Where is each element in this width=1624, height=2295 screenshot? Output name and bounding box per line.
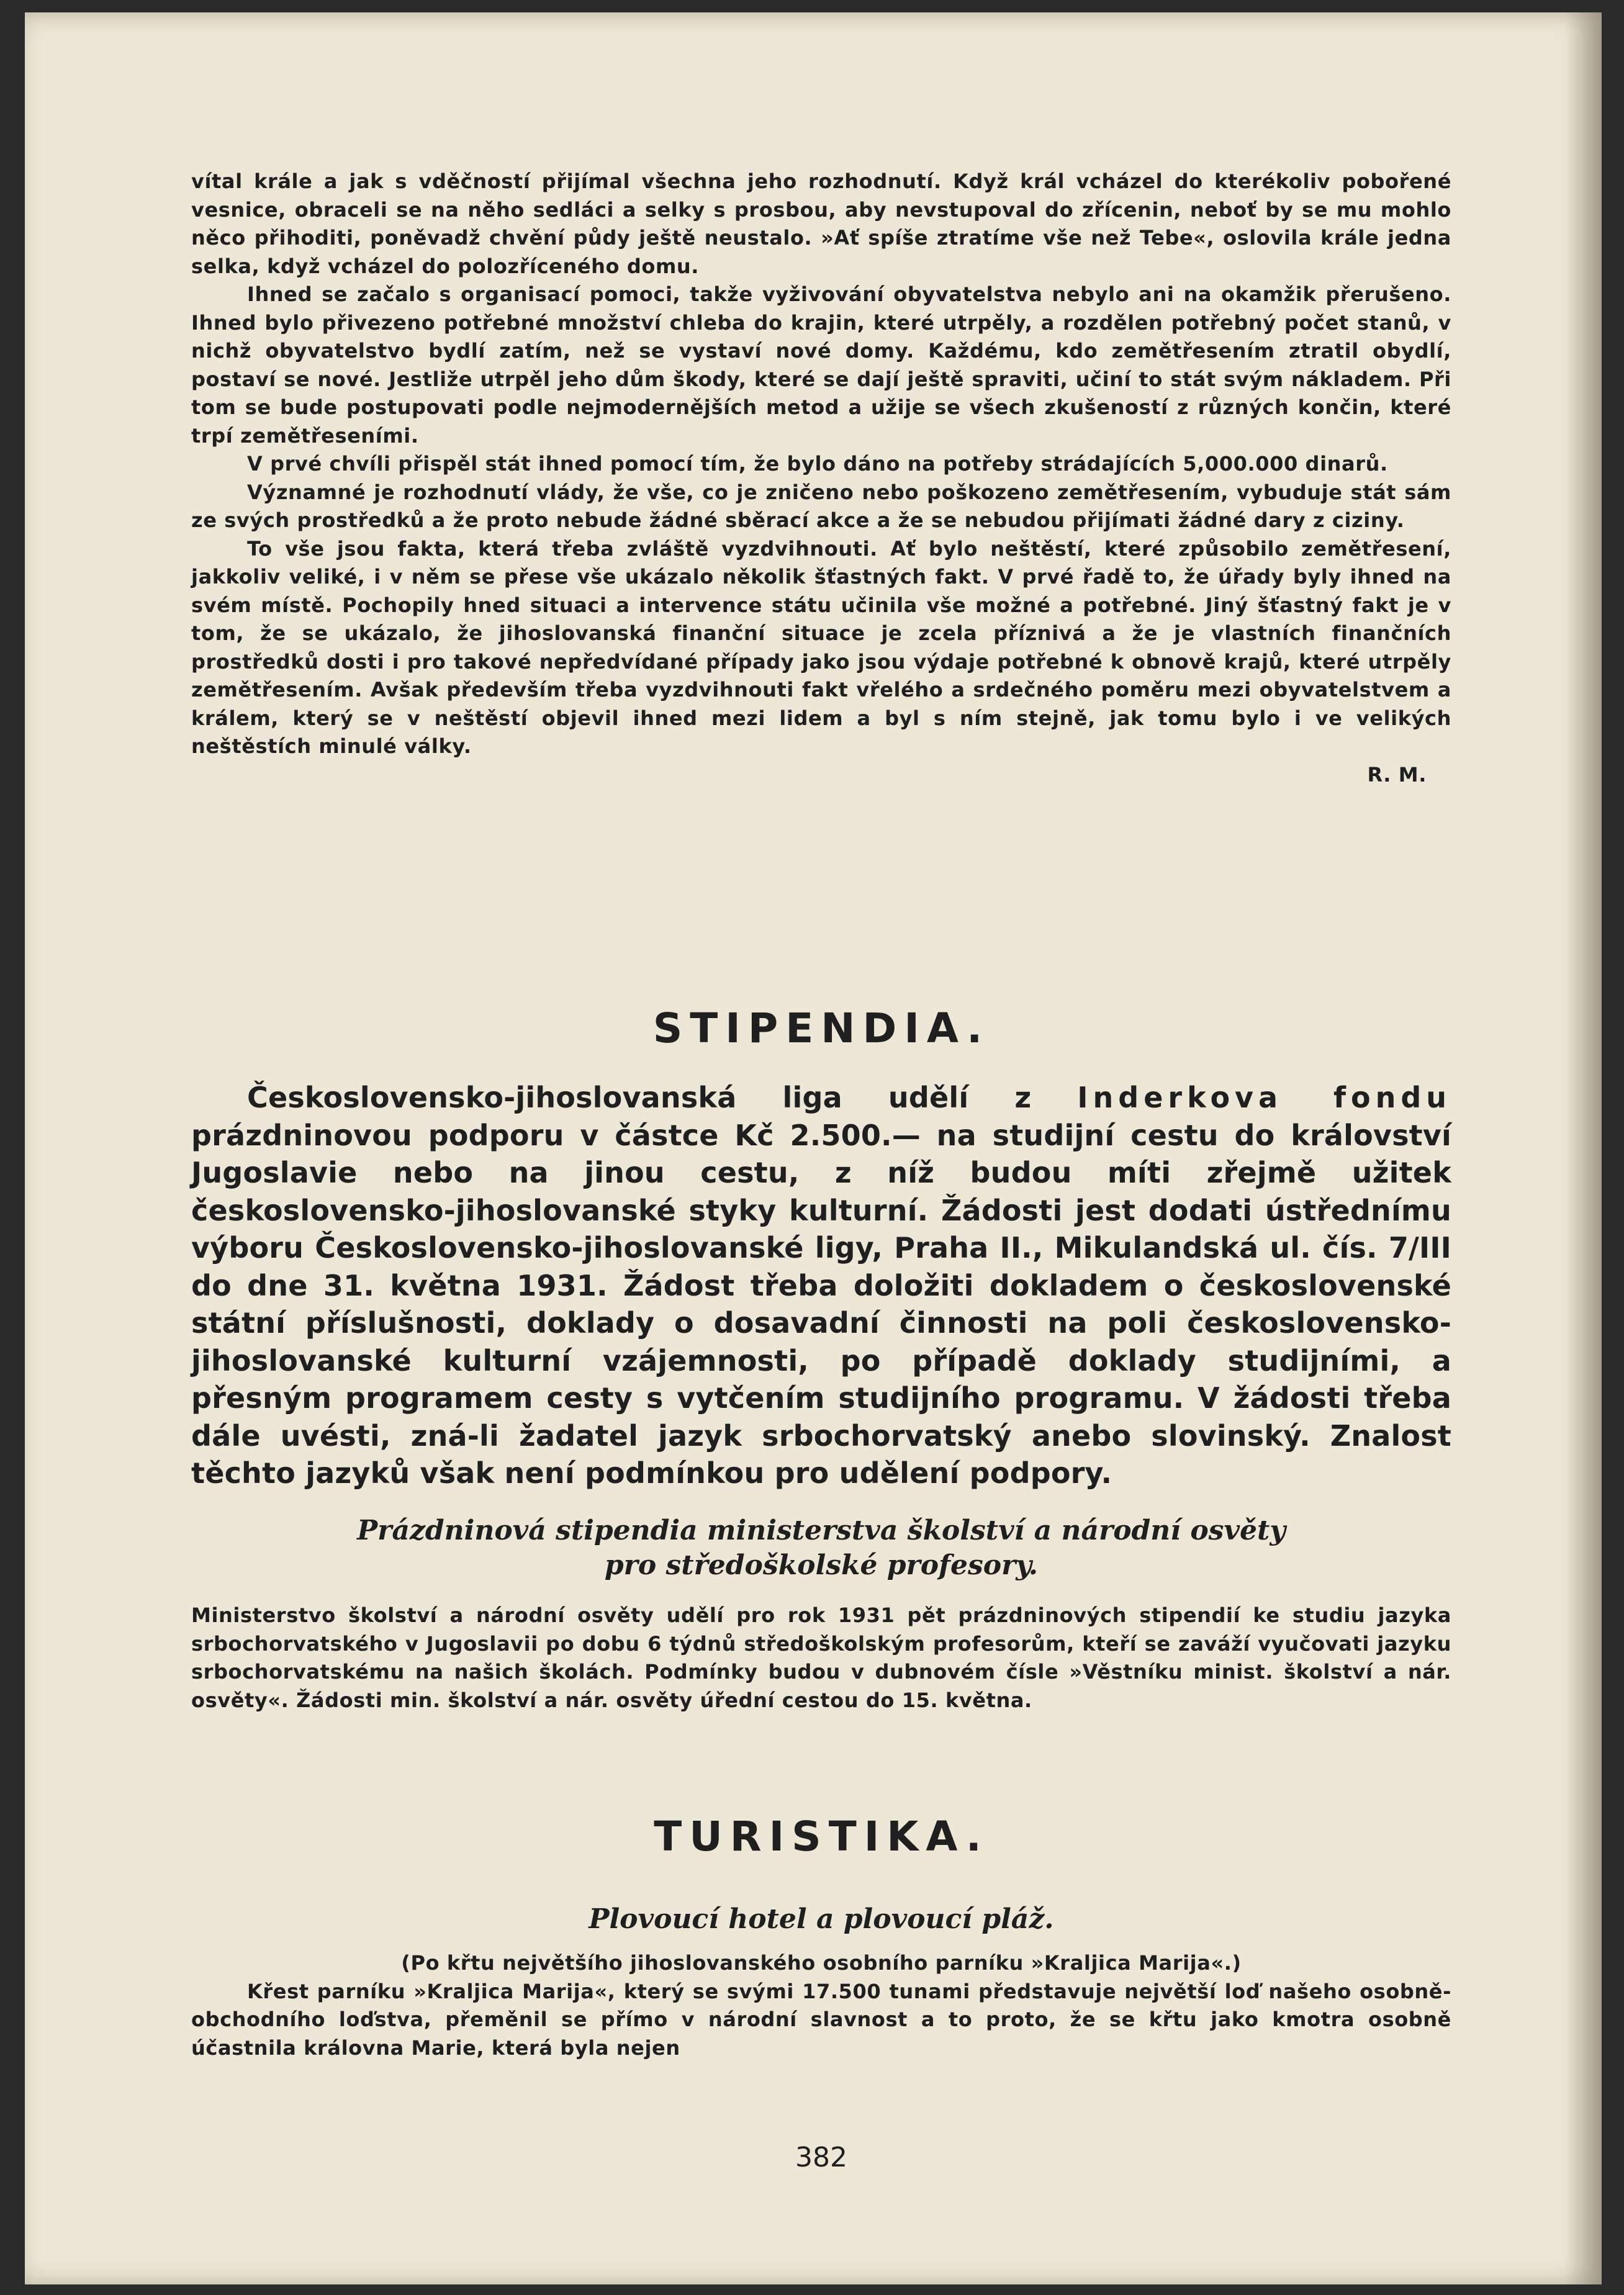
stipendia-paragraph (191, 1079, 1451, 1492)
turistika-subheading: Plovoucí hotel a plovoucí pláž. (589, 1903, 1054, 1935)
turistika-paragraph: Křest parníku »Kraljica Marija«, který se svými 17.500 tunami představuje největší loď našeho osobně-obchodního loďstva, přeměnil se přímo v národní slavnost a to proto, že se křtu jako kmotra osobně účastnila královna Marie, která byla nejen (191, 1979, 1451, 2060)
section-heading-stipendia: STIPENDIA. (652, 1004, 990, 1052)
subheading-line-2: pro středoškolské profesory. (604, 1549, 1039, 1581)
paragraph-3: V prvé chvíli přispěl stát ihned pomocí tím, že bylo dáno na potřeby strádajících 5,000.000 dinarů. (247, 452, 1388, 476)
page-number: 382 (795, 2142, 847, 2173)
paragraph-4: Významné je rozhodnutí vlády, že vše, co je zničeno nebo poškozeno zemětřesením, vybuduje stát sám ze svých prostředků a že proto nebude žádné sběrací akce a že se nebudou přijímati žádné dary z ciziny. (191, 480, 1451, 532)
ministry-stipendia-section (191, 1602, 1451, 1715)
article-continuation (191, 168, 1451, 789)
fund-name: Inderkova fondu (1077, 1081, 1451, 1114)
turistika-note: (Po křtu největšího jihoslovanského osobního parníku »Kraljica Marija«.) (401, 1951, 1242, 1975)
stipendia-text-rest: prázdninovou podporu v částce Kč 2.500.— na studijní cestu do království Jugoslavie nebo na jinou cestu, z níž budou míti zřejmě užitek československo-jihoslovanské styky kulturní. Žádosti jest dodati ústřednímu výboru Československo-jihoslovanské ligy, Praha II., Mikulandská ul. čís. 7/III do dne 31. května 1931. Žádost třeba doložiti dokladem o československé státní příslušnosti, doklady o dosavadní činnosti na poli československo-jihoslovanské kulturní vzájemnosti, po případě doklady studijními, a přesným programem cesty s vytčením studijního programu. V žádosti třeba dále uvésti, zná-li žadatel jazyk srbochorvatský anebo slovinský. Znalost těchto jazyků však není podmínkou pro udělení podpory. (191, 1118, 1451, 1490)
ministry-paragraph: Ministerstvo školství a národní osvěty udělí pro rok 1931 pět prázdninových stipendií ke studiu jazyka srbochorvatského v Jugoslavii po dobu 6 týdnů středoškolským profesorům, kteří se zaváží vyučovati jazyku srbochorvatskému na našich školách. Podmínky budou v dubnovém čísle »Věstníku minist. školství a nár. osvěty«. Žádosti min. školství a nár. osvěty úřední cestou do 15. května. (191, 1603, 1451, 1712)
stipendia-subheading (191, 1513, 1451, 1583)
stipendia-text-start: Československo-jihoslovanská liga udělí z (247, 1081, 1078, 1114)
author-signature: R. M. (1367, 762, 1427, 787)
paragraph-1: vítal krále a jak s vděčností přijímal všechna jeho rozhodnutí. Když král vcházel do kterékoliv pobořené vesnice, obraceli se na něho sedláci a selky s prosbou, aby nevstupoval do zřícenin, neboť by se mu mohlo něco přihoditi, poněvadž chvění půdy ještě neustalo. »Ať spíše ztratíme vše než Tebe«, oslovila krále jedna selka, když vcházel do polozříceného domu. (191, 169, 1451, 278)
paragraph-2: Ihned se začalo s organisací pomoci, takže vyživování obyvatelstva nebylo ani na okamžik přerušeno. Ihned bylo přivezeno potřebné množství chleba do krajin, které utrpěly, a rozdělen potřebný počet stanů, v nichž obyvatelstvo bydlí zatím, než se vystaví nové domy. Každému, kdo zemětřesením ztratil obydlí, postaví se nové. Jestliže utrpěl jeho dům škody, které se dají ještě spraviti, učiní to stát svým nákladem. Při tom se bude postupovati podle nejmodernějších metod a užije se všech zkušeností z různých končin, které trpí zemětřeseními. (191, 282, 1451, 448)
paragraph-5: To vše jsou fakta, která třeba zvláště vyzdvihnouti. Ať bylo neštěstí, které způsobilo zemětřesení, jakkoliv veliké, i v něm se přese vše ukázalo několik šťastných fakt. V prvé řadě to, že úřady byly ihned na svém místě. Pochopily hned situaci a intervence státu učinila vše možné a potřebné. Jiný šťastný fakt je v tom, že se ukázalo, že jihoslovanská finanční situace je zcela příznivá a že je vlastních finančních prostředků dosti i pro takové nepředvídané případy jako jsou výdaje potřebné k obnově krajů, které utrpěly zemětřesením. Avšak především třeba vyzdvihnouti fakt vřelého a srdečného poměru mezi obyvatelstvem a králem, který se v neštěstí objevil ihned mezi lidem a byl s ním stejně, jak tomu bylo i ve velikých neštěstích minulé války. (191, 536, 1451, 758)
document-page (25, 12, 1602, 2284)
section-heading-turistika: TURISTIKA. (654, 1813, 989, 1860)
subheading-line-1: Prázdninová stipendia ministerstva školství a národní osvěty (357, 1515, 1286, 1546)
turistika-section (191, 1949, 1451, 2062)
stipendia-section (191, 1079, 1451, 1492)
